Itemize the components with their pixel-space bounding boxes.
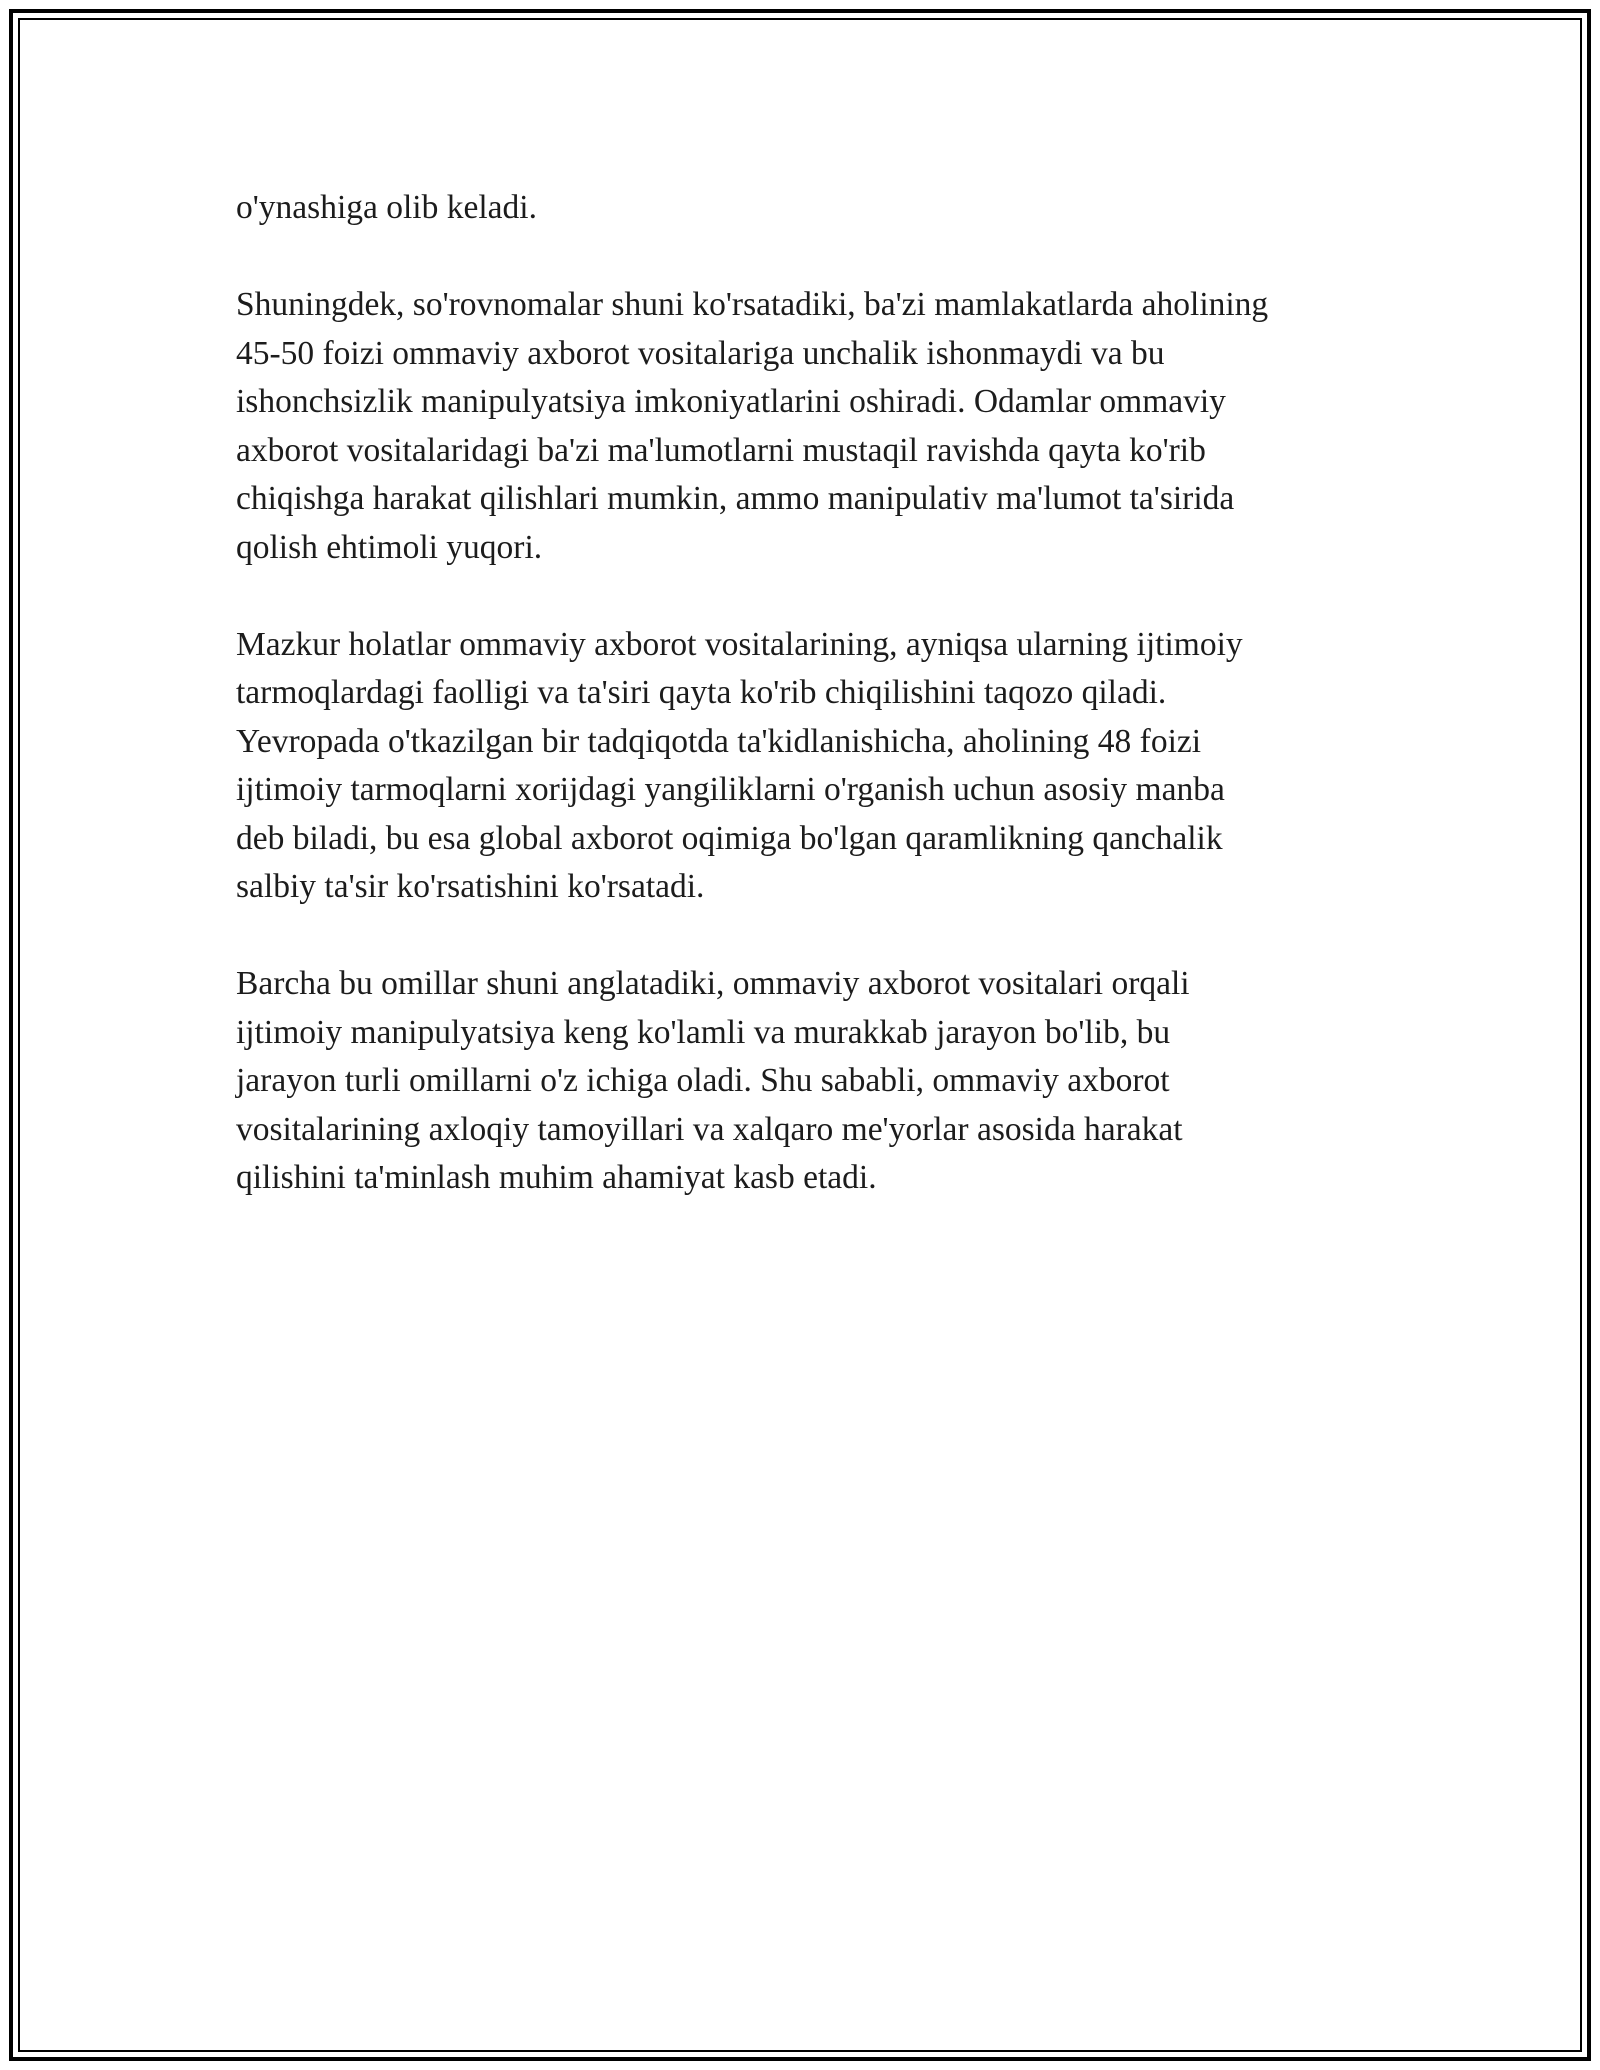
paragraph-survey-trust: Shuningdek, so'rovnomalar shuni ko'rsatadiki, ba'zi mamlakatlarda aholining 45-50 foizi ommaviy axborot vositalariga unchalik ishonmaydi va bu ishonchsizlik manipulyatsiya imkoniyatlarini oshiradi. Odamlar ommaviy axborot vositalaridagi ba'zi ma'lumotlarni mustaqil ravishda qayta ko'rib chiqishga harakat qilishlari mumkin, ammo manipulativ ma'lumot ta'sirida qolish ehtimoli yuqori. [236, 286, 1269, 566]
paragraph-continuation: o'ynashiga olib keladi. [236, 189, 537, 226]
document-body [236, 184, 1386, 1251]
paragraph-social-networks: Mazkur holatlar ommaviy axborot vositalarining, ayniqsa ularning ijtimoiy tarmoqlardagi faolligi va ta'siri qayta ko'rib chiqilishini taqozo qiladi. Yevropada o'tkazilgan bir tadqiqotda ta'kidlanishicha, aholining 48 foizi ijtimoiy tarmoqlarni xorijdagi yangiliklarni o'rganish uchun asosiy manba deb biladi, bu esa global axborot oqimiga bo'lgan qaramlikning qanchalik salbiy ta'sir ko'rsatishini ko'rsatadi. [236, 625, 1243, 905]
paragraph-conclusion: Barcha bu omillar shuni anglatadiki, ommaviy axborot vositalari orqali ijtimoiy manipulyatsiya keng ko'lamli va murakkab jarayon bo'lib, bu jarayon turli omillarni o'z ichiga oladi. Shu sababli, ommaviy axborot vositalarining axloqiy tamoyillari va xalqaro me'yorlar asosida harakat qilishini ta'minlash muhim ahamiyat kasb etadi. [236, 965, 1190, 1196]
